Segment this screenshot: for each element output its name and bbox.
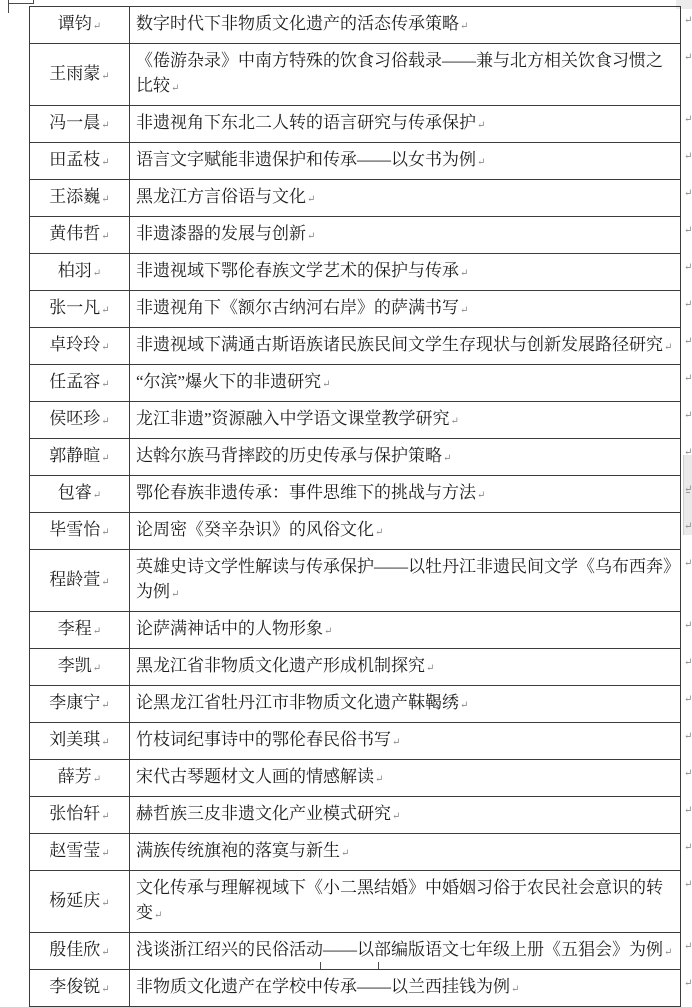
row-end-mark-icon: ↵ [684,373,692,384]
thesis-title: 非物质文化遗产在学校中传承——以兰西挂钱为例 [136,977,510,996]
row-end-mark-icon: ↵ [684,151,692,162]
thesis-title: 竹枝词纪事诗中的鄂伦春民俗书写 [136,730,391,749]
row-end-mark-icon: ↵ [684,262,692,273]
table-row [30,180,681,217]
thesis-title-cell[interactable] [130,44,681,106]
thesis-title-cell[interactable] [130,760,681,797]
author-name-cell[interactable] [30,143,130,180]
table-row [30,723,681,760]
thesis-title: 论萨满神话中的人物形象 [136,619,323,638]
paragraph-mark-icon: ↵ [101,194,110,205]
thesis-title-cell[interactable] [130,180,681,217]
author-name-cell[interactable] [30,439,130,476]
row-end-mark-icon: ↵ [684,299,692,310]
row-end-mark-icon: ↵ [684,225,692,236]
row-end-mark-icon: ↵ [684,521,692,532]
row-end-mark-icon: ↵ [684,768,692,779]
author-name-cell[interactable] [30,513,130,550]
thesis-title: 英雄史诗文学性解读与传承保护——以牡丹江非遗民间文学《乌布西奔》为例 [136,557,672,601]
table-row [30,970,681,1007]
thesis-title-cell[interactable] [130,476,681,513]
author-name: 李凯 [57,656,92,675]
thesis-title-cell[interactable] [130,686,681,723]
paragraph-mark-icon: ↵ [101,70,110,82]
thesis-title-cell[interactable] [130,254,681,291]
thesis-title: 浅谈浙江绍兴的民俗活动——以部编版语文七年级上册《五猖会》为例 [136,940,663,959]
row-end-mark-icon: ↵ [684,657,692,668]
author-name-cell[interactable] [30,834,130,871]
thesis-title: “尔滨”爆火下的非遗研究 [136,372,322,391]
thesis-title: 满族传统旗袍的落寞与新生 [136,841,340,860]
paragraph-mark-icon: ↵ [92,663,102,674]
paragraph-mark-icon: ↵ [477,490,486,501]
author-name-cell[interactable] [30,106,130,143]
paragraph-mark-icon: ↵ [307,231,316,242]
paragraph-mark-icon: ↵ [92,21,102,32]
paragraph-mark-icon: ↵ [375,527,384,538]
author-name: 包睿 [57,483,92,502]
table-row [30,439,681,476]
thesis-title-cell[interactable] [130,612,681,649]
row-end-mark-icon: ↵ [684,978,692,989]
author-name: 张一凡 [49,298,101,317]
row-end-mark-icon: ↵ [684,410,692,421]
thesis-title: 文化传承与理解视域下《小二黑结婚》中婚姻习俗于农民社会意识的转变 [136,878,663,922]
table-row [30,291,681,328]
cropped-border-artifact [33,0,34,3]
paragraph-mark-icon: ↵ [101,453,110,464]
thesis-title-cell[interactable] [130,871,681,933]
paragraph-mark-icon: ↵ [322,379,331,390]
paragraph-mark-icon: ↵ [101,947,110,958]
table-row [30,402,681,439]
table-row [30,760,681,797]
author-name-cell[interactable] [30,797,130,834]
thesis-title: 论周密《癸辛杂识》的风俗文化 [136,520,374,539]
thesis-title-cell[interactable] [130,649,681,686]
thesis-title: 黑龙江省非物质文化遗产形成机制探究 [136,656,425,675]
table-row [30,797,681,834]
table-row [30,686,681,723]
paragraph-mark-icon: ↵ [101,811,110,822]
author-name: 柏羽 [57,261,92,280]
thesis-title: 《倦游杂录》中南方特殊的饮食习俗载录——兼与北方相关饮食习惯之比较 [136,51,663,95]
paragraph-mark-icon: ↵ [92,490,102,501]
table-row [30,834,681,871]
paragraph-mark-icon: ↵ [101,305,110,316]
table-row [30,44,681,106]
thesis-title-cell[interactable] [130,217,681,254]
row-end-mark-icon: ↵ [684,447,692,458]
table-row [30,328,681,365]
thesis-title-cell[interactable] [130,291,681,328]
thesis-title: 非遗视角下东北二人转的语言研究与传承保护 [136,113,476,132]
table-row [30,513,681,550]
author-name-cell[interactable] [30,871,130,933]
paragraph-mark-icon: ↵ [443,453,452,464]
thesis-title-cell[interactable] [130,365,681,402]
thesis-title-cell[interactable] [130,439,681,476]
paragraph-mark-icon: ↵ [171,589,180,600]
author-name-cell[interactable] [30,550,130,612]
author-name: 任孟容 [49,372,101,391]
author-name-cell[interactable] [30,180,130,217]
paragraph-mark-icon: ↵ [101,576,110,588]
thesis-title-cell[interactable] [130,970,681,1007]
thesis-title: 宋代古琴题材文人画的情感解读 [136,767,374,786]
row-end-mark-icon: ↵ [684,879,692,890]
table-row [30,106,681,143]
row-end-mark-icon: ↵ [684,558,692,569]
thesis-title: 非遗漆器的发展与创新 [136,224,306,243]
thesis-title-cell[interactable] [130,106,681,143]
thesis-table-body [30,7,681,1007]
author-name: 程龄萱 [49,569,101,589]
paragraph-mark-icon: ↵ [477,157,486,168]
author-name-cell[interactable] [30,686,130,723]
thesis-title-cell[interactable] [130,402,681,439]
table-row [30,7,681,44]
thesis-title-cell[interactable] [130,550,681,612]
thesis-title-cell[interactable] [130,7,681,44]
paragraph-mark-icon: ↵ [101,379,110,390]
paragraph-mark-icon: ↵ [101,120,110,131]
thesis-title: 达斡尔族马背摔跤的历史传承与保护策略 [136,446,442,465]
table-row [30,476,681,513]
author-name: 张怡轩 [49,804,101,823]
row-end-mark-icon: ↵ [684,52,692,63]
author-name: 薛芳 [57,767,92,786]
row-end-mark-icon: ↵ [684,805,692,816]
paragraph-mark-icon: ↵ [92,268,102,279]
row-end-mark-icon: ↵ [684,731,692,742]
thesis-title-cell[interactable] [130,723,681,760]
author-name: 黄伟哲 [49,224,101,243]
author-name: 毕雪怡 [49,520,101,539]
row-end-mark-icon: ↵ [684,336,692,347]
author-name: 王雨蒙 [49,63,101,83]
author-name: 王添巍 [49,187,101,206]
table-row [30,217,681,254]
thesis-title-cell[interactable] [130,143,681,180]
author-name: 侯呸珍 [49,409,101,428]
paragraph-mark-icon: ↵ [101,897,110,909]
paragraph-mark-icon: ↵ [171,83,180,94]
thesis-title: 非遗视域下满通古斯语族诸民族民间文学生存现状与创新发展路径研究 [136,335,663,354]
paragraph-mark-icon: ↵ [101,527,110,538]
thesis-table [29,6,681,1007]
paragraph-mark-icon: ↵ [154,910,163,921]
thesis-title: 论黑龙江省牡丹江市非物质文化遗产靺鞨绣 [136,693,459,712]
table-row [30,649,681,686]
author-name-cell[interactable] [30,328,130,365]
paragraph-mark-icon: ↵ [92,626,102,637]
thesis-title-cell[interactable] [130,834,681,871]
paragraph-mark-icon: ↵ [101,416,110,427]
paragraph-mark-icon: ↵ [101,342,110,353]
author-name-cell[interactable] [30,7,130,44]
table-row [30,143,681,180]
row-end-mark-icon: ↵ [684,842,692,853]
thesis-title: 黑龙江方言俗语与文化 [136,187,306,206]
author-name: 冯一晨 [49,113,101,132]
paragraph-mark-icon: ↵ [101,848,110,859]
thesis-title-cell[interactable] [130,513,681,550]
thesis-title: 龙江非遗”资源融入中学语文课堂教学研究 [136,409,450,428]
author-name-cell[interactable] [30,217,130,254]
paragraph-mark-icon: ↵ [101,157,110,168]
author-name: 李俊锐 [49,977,101,996]
table-row [30,365,681,402]
cropped-border-artifact [8,3,34,4]
paragraph-mark-icon: ↵ [101,700,110,711]
row-end-mark-icon: ↵ [684,15,692,26]
author-name-cell[interactable] [30,365,130,402]
author-name: 卓玲玲 [49,335,101,354]
author-name: 田孟枝 [49,150,101,169]
paragraph-mark-icon: ↵ [341,848,350,859]
row-end-mark-icon: ↵ [684,114,692,125]
paragraph-mark-icon: ↵ [511,984,520,995]
author-name-cell[interactable] [30,649,130,686]
paragraph-mark-icon: ↵ [460,700,469,711]
author-name-cell[interactable] [30,291,130,328]
row-end-mark-icon: ↵ [684,941,692,952]
table-row [30,871,681,933]
paragraph-mark-icon: ↵ [307,194,316,205]
cropped-border-artifact [8,0,9,13]
author-name-cell[interactable] [30,933,130,970]
row-end-mark-icon: ↵ [684,620,692,631]
paragraph-mark-icon: ↵ [392,737,401,748]
thesis-title: 赫哲族三皮非遗文化产业模式研究 [136,804,391,823]
thesis-title: 鄂伦春族非遗传承：事件思维下的挑战与方法 [136,483,476,502]
row-end-mark-icon: ↵ [684,484,692,495]
table-row [30,254,681,291]
author-name-cell[interactable] [30,760,130,797]
author-name-cell[interactable] [30,44,130,106]
author-name: 刘美琪 [49,730,101,749]
paragraph-mark-icon: ↵ [101,737,110,748]
author-name: 谭钧 [57,14,92,33]
paragraph-mark-icon: ↵ [375,774,384,785]
paragraph-mark-icon: ↵ [101,984,110,995]
paragraph-mark-icon: ↵ [664,947,673,958]
table-row [30,933,681,970]
paragraph-mark-icon: ↵ [426,663,435,674]
author-name: 李程 [57,619,92,638]
paragraph-mark-icon: ↵ [664,342,673,353]
thesis-title: 数字时代下非物质文化遗产的活态传承策略 [136,14,459,33]
author-name-cell[interactable] [30,723,130,760]
author-name: 赵雪莹 [49,841,101,860]
author-name-cell[interactable] [30,612,130,649]
thesis-title-cell[interactable] [130,933,681,970]
table-row [30,612,681,649]
author-name-cell[interactable] [30,402,130,439]
author-name: 李康宁 [49,693,101,712]
author-name: 郭静暄 [49,446,101,465]
paragraph-mark-icon: ↵ [101,231,110,242]
author-name-cell[interactable] [30,476,130,513]
row-end-mark-icon: ↵ [684,694,692,705]
author-name: 杨延庆 [49,890,101,910]
paragraph-mark-icon: ↵ [392,811,401,822]
paragraph-mark-icon: ↵ [460,305,469,316]
thesis-title-cell[interactable] [130,328,681,365]
thesis-title: 语言文字赋能非遗保护和传承——以女书为例 [136,150,476,169]
paragraph-mark-icon: ↵ [324,626,333,637]
table-row [30,550,681,612]
row-end-mark-icon: ↵ [684,188,692,199]
thesis-title-cell[interactable] [130,797,681,834]
paragraph-mark-icon: ↵ [460,268,469,279]
thesis-title: 非遗视域下鄂伦春族文学艺术的保护与传承 [136,261,459,280]
paragraph-mark-icon: ↵ [92,774,102,785]
paragraph-mark-icon: ↵ [477,120,486,131]
author-name-cell[interactable] [30,254,130,291]
author-name: 殷佳欣 [49,940,101,959]
author-name-cell[interactable] [30,970,130,1007]
paragraph-mark-icon: ↵ [460,21,469,32]
paragraph-mark-icon: ↵ [450,416,459,427]
thesis-title: 非遗视角下《额尔古纳河右岸》的萨满书写 [136,298,459,317]
